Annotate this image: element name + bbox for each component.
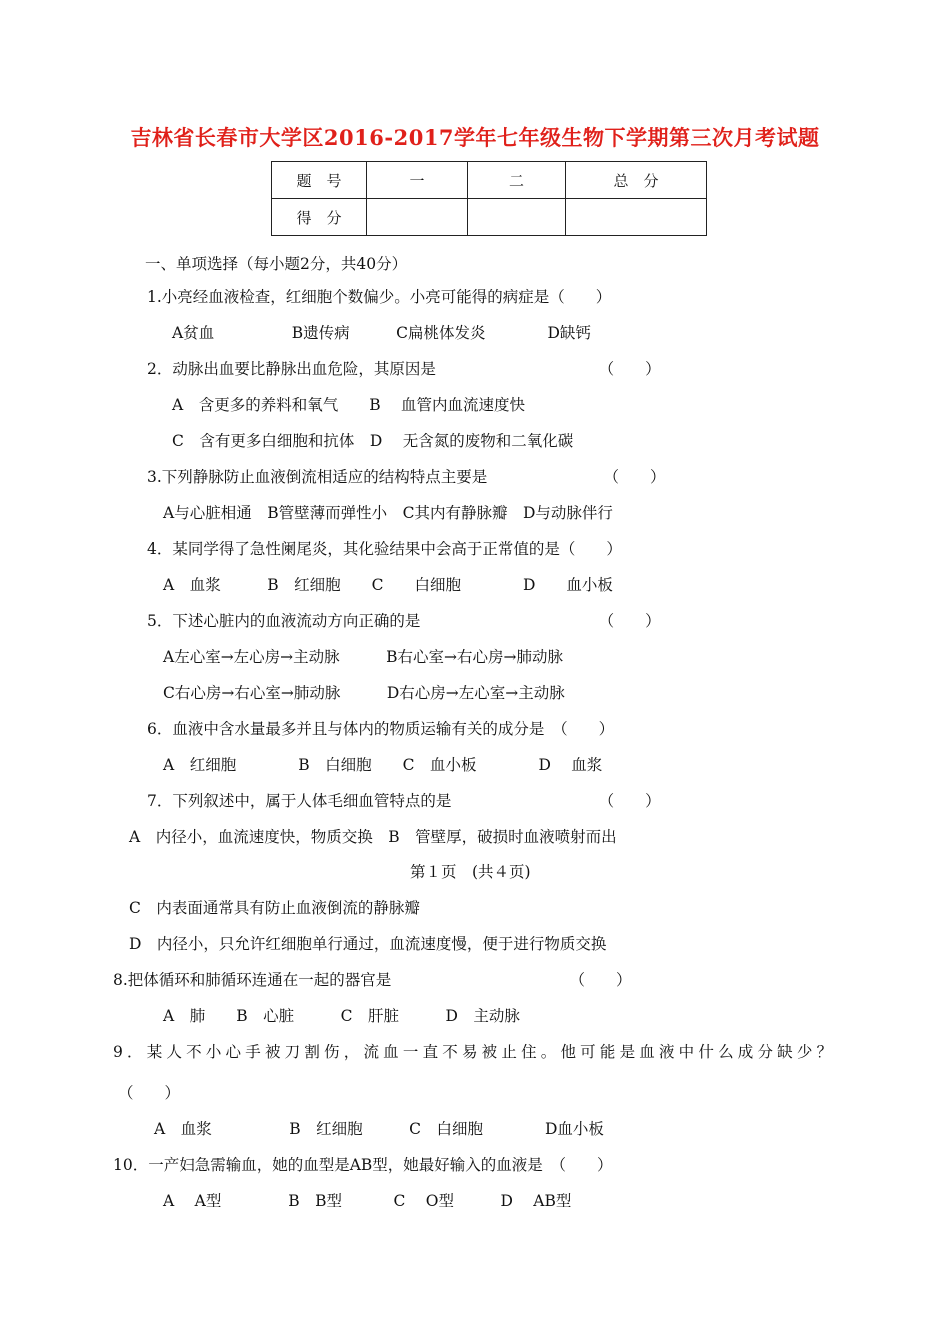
page-footer: 第１页 (共４页): [410, 863, 531, 881]
row-label-score: 得 分: [272, 199, 367, 236]
header-cell-part-1: 一: [367, 162, 468, 199]
question-line: C 内表面通常具有防止血液倒流的静脉瓣: [129, 899, 420, 917]
question-line: C 含有更多白细胞和抗体 D 无含氮的废物和二氧化碳: [172, 432, 574, 450]
exam-title: 吉林省长春市大学区2016-2017学年七年级生物下学期第三次月考试题: [130, 125, 820, 150]
question-line: 2．动脉出血要比静脉出血危险，其原因是 （ ）: [147, 360, 661, 378]
question-line: 10．一产妇急需输血，她的血型是AB型，她最好输入的血液是 （ ）: [113, 1156, 613, 1174]
score-cell-total: [566, 199, 707, 236]
question-line: 8.把体循环和肺循环连通在一起的器官是 （ ）: [113, 971, 632, 989]
question-line: 9．某人不小心手被刀割伤，流血一直不易被止住。他可能是血液中什么成分缺少？: [113, 1043, 837, 1061]
question-line: A 血浆 B 红细胞 C 白细胞 D 血小板: [163, 576, 613, 594]
question-line: A与心脏相通 B管壁薄而弹性小 C其内有静脉瓣 D与动脉伴行: [163, 504, 613, 522]
question-line: D 内径小，只允许红细胞单行通过，血流速度慢，便于进行物质交换: [129, 935, 607, 953]
question-line: A A型 B B型 C O型 D AB型: [163, 1192, 572, 1210]
question-line: A 血浆 B 红细胞 C 白细胞 D血小板: [154, 1120, 604, 1138]
question-line: A 含更多的养料和氧气 B 血管内血流速度快: [172, 396, 526, 414]
header-cell-question-number: 题 号: [272, 162, 367, 199]
question-line: 5．下述心脏内的血液流动方向正确的是 （ ）: [147, 612, 661, 630]
section-heading-single-choice: 一、单项选择（每小题2分，共40分）: [145, 255, 408, 273]
score-table: [271, 161, 707, 236]
question-line: A 肺 B 心脏 C 肝脏 D 主动脉: [163, 1007, 520, 1025]
score-table-score-row: [272, 199, 707, 236]
question-line: C右心房→右心室→肺动脉 D右心房→左心室→主动脉: [163, 684, 565, 702]
question-line: 7．下列叙述中，属于人体毛细血管特点的是 （ ）: [147, 792, 661, 810]
question-line: 6．血液中含水量最多并且与体内的物质运输有关的成分是 （ ）: [147, 720, 615, 738]
question-line: A左心室→左心房→主动脉 B右心室→右心房→肺动脉: [163, 648, 564, 666]
question-line: A贫血 B遗传病 C扁桃体发炎 D缺钙: [172, 324, 591, 342]
header-cell-part-2: 二: [468, 162, 566, 199]
score-cell-part-2: [468, 199, 566, 236]
score-table-header-row: [272, 162, 707, 199]
question-line: A 内径小，血流速度快，物质交换 B 管壁厚，破损时血液喷射而出: [129, 828, 617, 846]
header-cell-total: 总 分: [566, 162, 707, 199]
question-line: 3.下列静脉防止血液倒流相适应的结构特点主要是 （ ）: [147, 468, 666, 486]
question-line: 4．某同学得了急性阑尾炎，其化验结果中会高于正常值的是（ ）: [147, 540, 622, 558]
question-line: 1.小亮经血液检查，红细胞个数偏少。小亮可能得的病症是（ ）: [147, 288, 612, 306]
question-line: A 红细胞 B 白细胞 C 血小板 D 血浆: [163, 756, 603, 774]
score-cell-part-1: [367, 199, 468, 236]
question-line: （ ）: [118, 1084, 181, 1102]
